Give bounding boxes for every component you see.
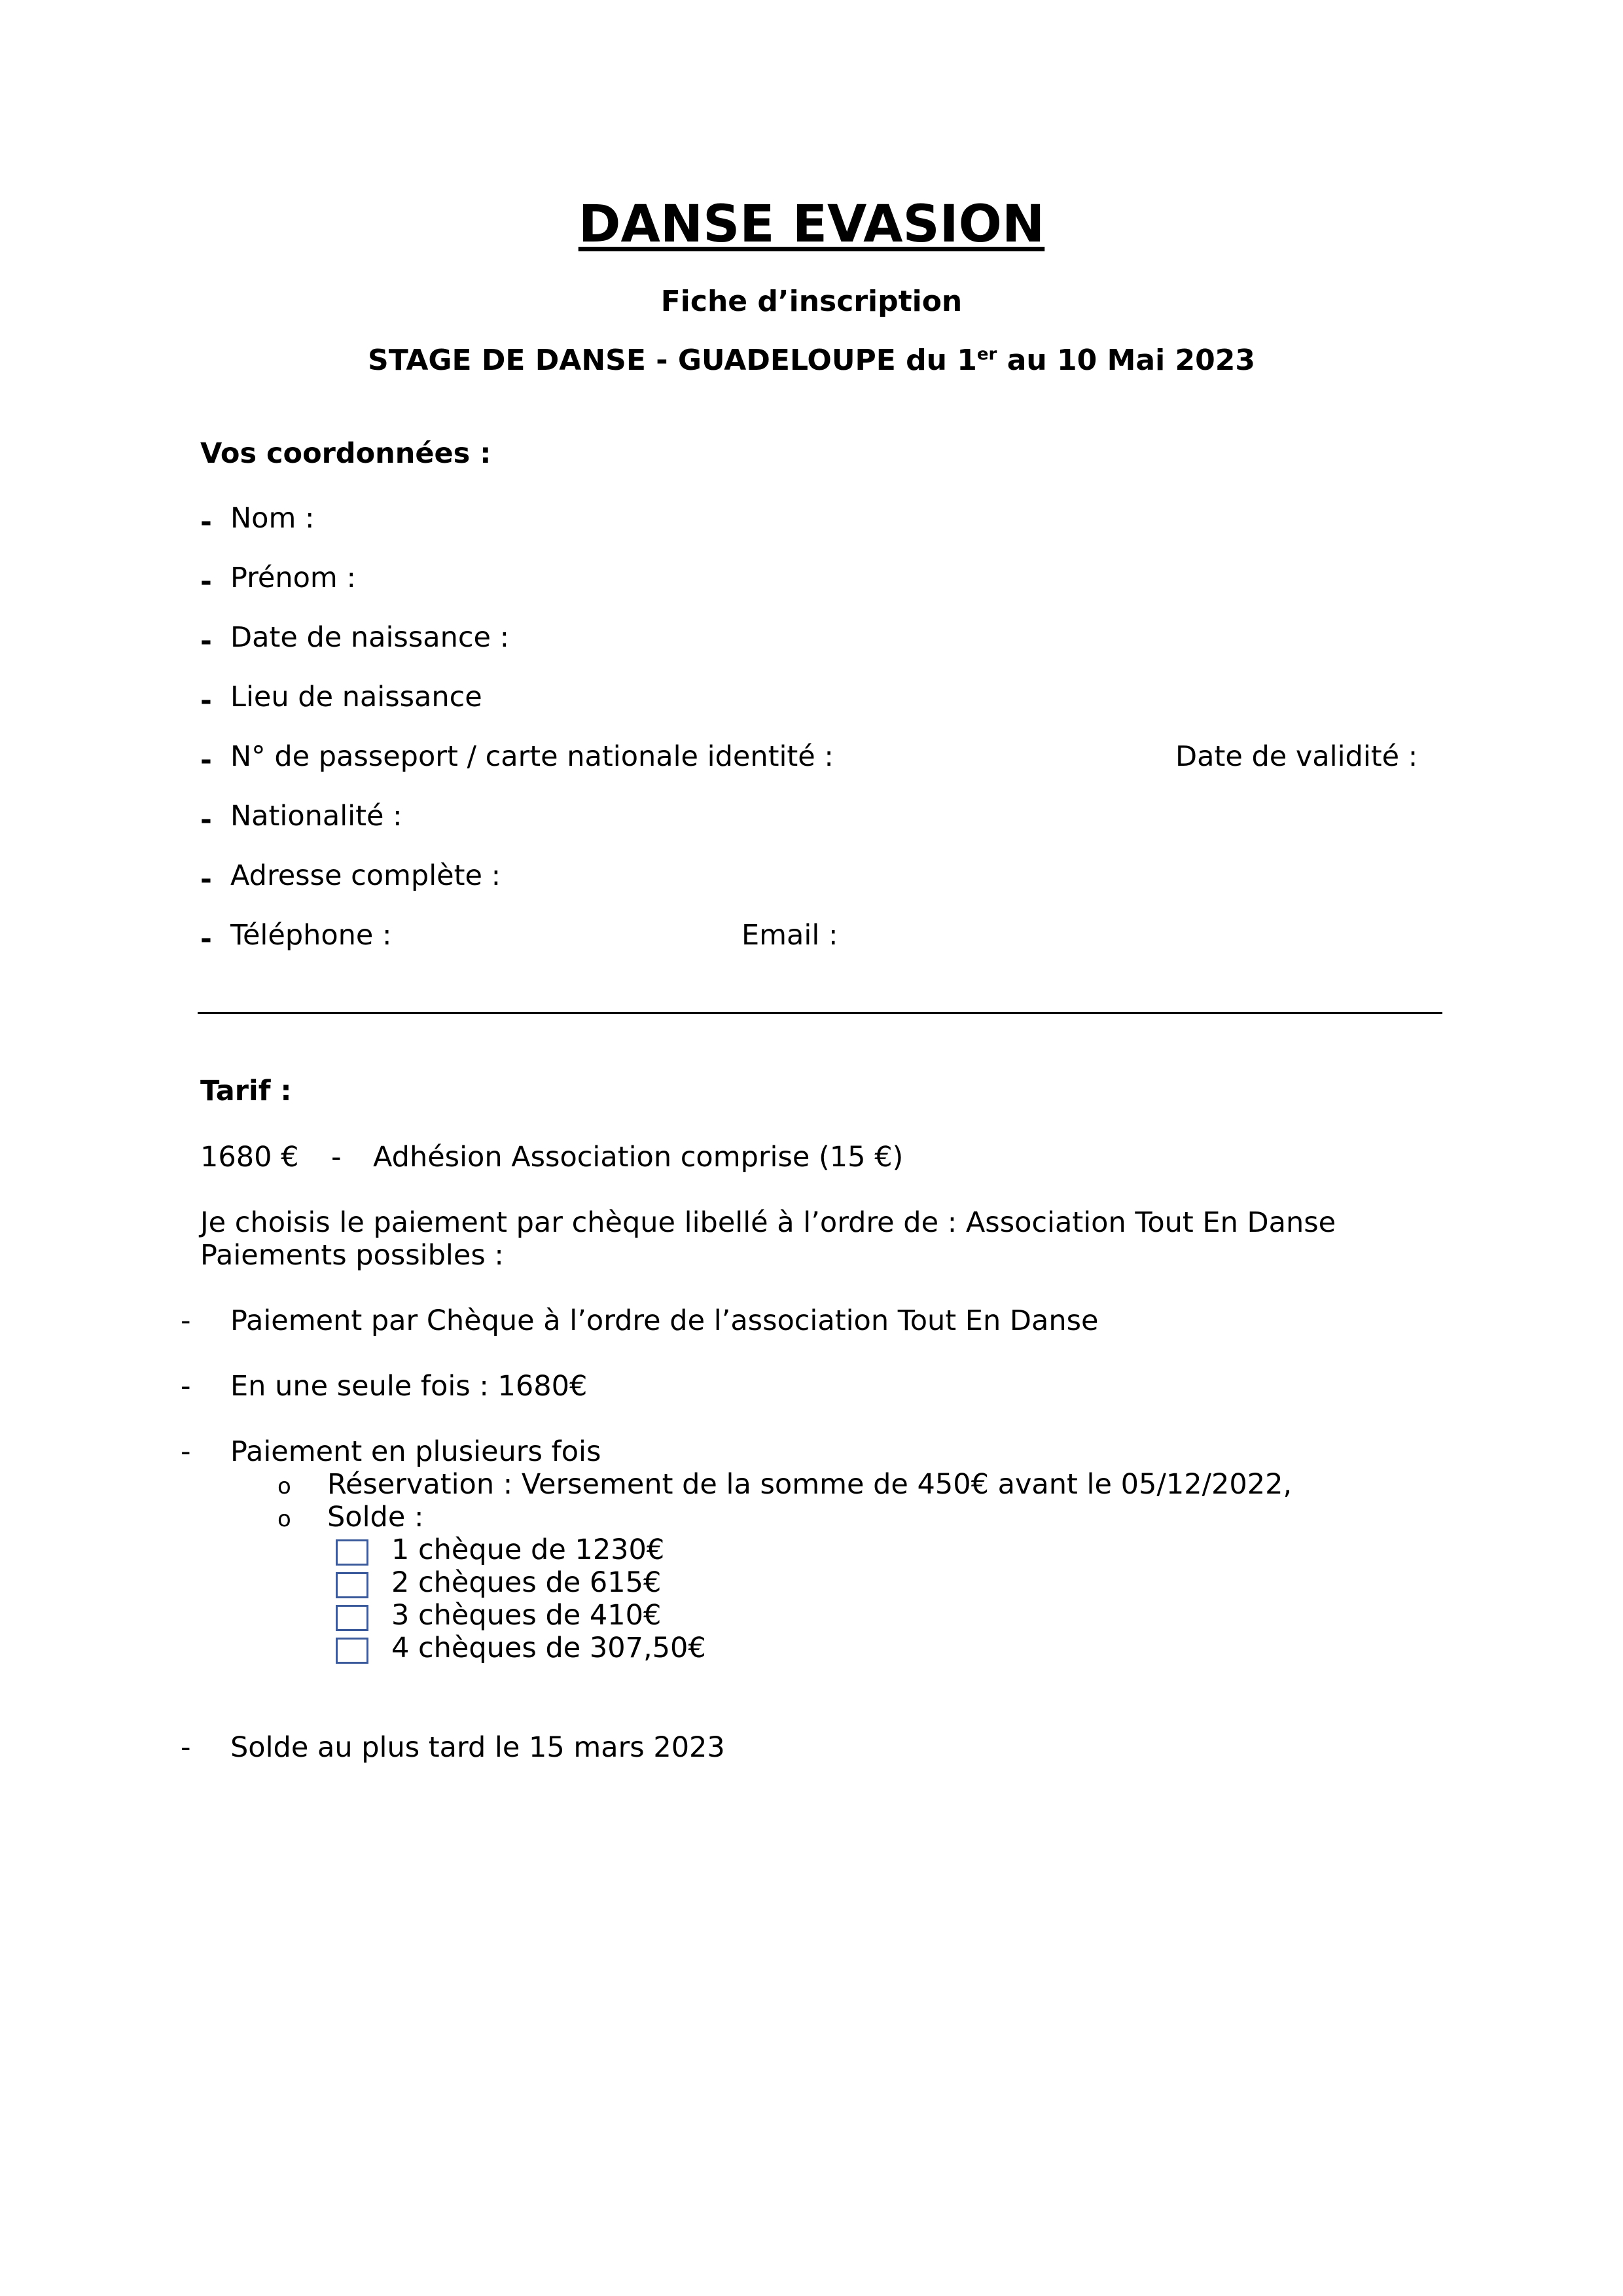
field-dash: - [200, 923, 212, 956]
circle-bullet-icon: o [277, 1473, 291, 1499]
tarif-adhesion: Adhésion Association comprise (15 €) [373, 1141, 904, 1174]
paiements-possibles: Paiements possibles : [200, 1239, 504, 1272]
checkbox-2-label: 2 chèques de 615€ [391, 1566, 662, 1599]
field-dash: - [200, 744, 212, 777]
field-adresse-label: Adresse complète : [230, 859, 501, 892]
field-nom-label: Nom : [230, 502, 315, 535]
stage-sup: er [976, 344, 997, 365]
field-dash: - [200, 863, 212, 896]
checkbox-3-label: 3 chèques de 410€ [391, 1599, 662, 1632]
sub-item-reservation: Réservation : Versement de la somme de 450€ avant le 05/12/2022, [327, 1468, 1293, 1501]
checkbox-3-cheques[interactable] [336, 1605, 368, 1631]
field-date-naissance-label: Date de naissance : [230, 621, 510, 654]
stage-prefix: STAGE DE DANSE - GUADELOUPE du 1 [368, 344, 977, 377]
tarif-dash: - [331, 1141, 342, 1174]
field-dash: - [200, 685, 212, 717]
sub-item-solde: Solde : [327, 1501, 424, 1534]
tarif-price: 1680 € [200, 1141, 299, 1174]
option-une-fois: En une seule fois : 1680€ [230, 1370, 588, 1403]
field-lieu-naissance-label: Lieu de naissance [230, 681, 482, 713]
field-email-label: Email : [741, 919, 838, 952]
checkbox-2-cheques[interactable] [336, 1572, 368, 1598]
checkbox-4-cheques[interactable] [336, 1638, 368, 1664]
coordonnees-heading: Vos coordonnées : [200, 437, 491, 470]
section-divider [198, 1012, 1442, 1014]
field-validite-label: Date de validité : [1175, 740, 1418, 773]
cheque-order-line: Je choisis le paiement par chèque libellé à l’ordre de : Association Tout En Danse [200, 1206, 1336, 1239]
field-dash: - [200, 804, 212, 836]
field-dash: - [200, 565, 212, 598]
tarif-heading: Tarif : [200, 1075, 292, 1107]
checkbox-1-label: 1 chèque de 1230€ [391, 1534, 665, 1566]
page-title: DANSE EVASION [578, 195, 1045, 254]
field-dash: - [200, 506, 212, 539]
option-cheque: Paiement par Chèque à l’ordre de l’association Tout En Danse [230, 1304, 1099, 1337]
option-dash: - [181, 1304, 191, 1337]
field-telephone-label: Téléphone : [230, 919, 392, 952]
checkbox-1-cheque[interactable] [336, 1539, 368, 1566]
circle-bullet-icon: o [277, 1506, 291, 1532]
option-dash: - [181, 1435, 191, 1468]
form-subtitle: Fiche d’inscription [660, 285, 963, 318]
option-dash: - [181, 1731, 191, 1764]
option-plusieurs-fois: Paiement en plusieurs fois [230, 1435, 601, 1468]
stage-heading [0, 344, 1623, 377]
field-prenom-label: Prénom : [230, 562, 356, 594]
field-passeport-label: N° de passeport / carte nationale identité : [230, 740, 834, 773]
option-dash: - [181, 1370, 191, 1403]
field-nationalite-label: Nationalité : [230, 800, 402, 833]
field-dash: - [200, 625, 212, 658]
stage-suffix: au 10 Mai 2023 [997, 344, 1255, 377]
checkbox-4-label: 4 chèques de 307,50€ [391, 1632, 706, 1664]
solde-deadline: Solde au plus tard le 15 mars 2023 [230, 1731, 725, 1764]
